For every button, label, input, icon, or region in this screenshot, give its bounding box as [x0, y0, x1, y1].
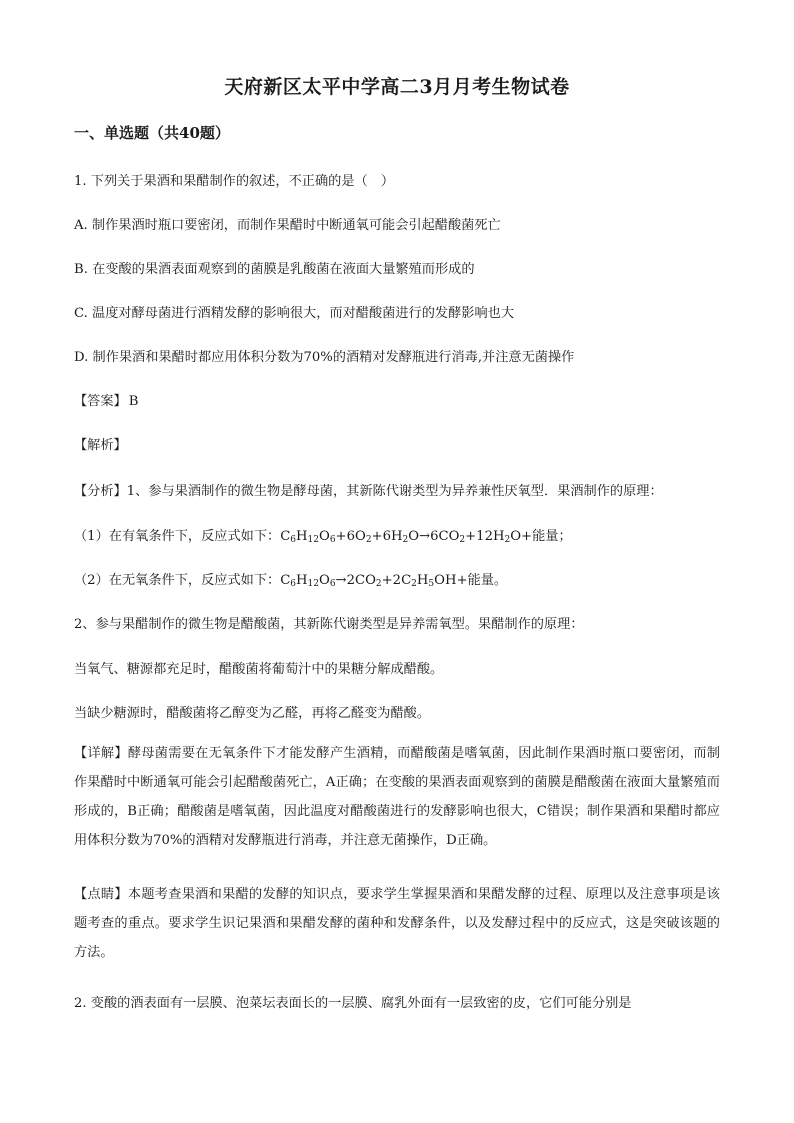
question-2-stem: 2. 变酸的酒表面有一层膜、泡菜坛表面长的一层膜、腐乳外面有一层致密的皮，它们可能分别是: [74, 996, 632, 1011]
question-1-stem: 1. 下列关于果酒和果醋制作的叙述，不正确的是（ ）: [74, 174, 395, 189]
reaction-aerobic-prefix: （1）在有氧条件下，反应式如下：: [74, 529, 281, 544]
option-a: A. 制作果酒时瓶口要密闭，而制作果醋时中断通氧可能会引起醋酸菌死亡: [74, 218, 501, 233]
analysis-point-2: 2、参与果醋制作的微生物是醋酸菌，其新陈代谢类型是异养需氧型。果醋制作的原理：: [74, 617, 584, 632]
reaction-aerobic: [74, 525, 572, 544]
page-title: 天府新区太平中学高二3月月考生物试卷: [224, 76, 570, 98]
analysis-point-2a: 当氧气、糖源都充足时，醋酸菌将葡萄汁中的果糖分解成醋酸。: [74, 662, 444, 677]
analysis-label: 【解析】: [74, 438, 127, 453]
reaction-anaerobic: [74, 569, 507, 588]
reaction-anaerobic-formula: $C_6H_{12}O_6\to 2CO_2+2C_2H_5OH+$能量。: [280, 573, 508, 589]
reaction-anaerobic-prefix: （2）在无氧条件下，反应式如下：: [74, 573, 281, 588]
option-b: B. 在变酸的果酒表面观察到的菌膜是乳酸菌在液面大量繁殖而形成的: [74, 262, 475, 277]
comment-paragraph: 【点睛】本题考查果酒和果醋的发酵的知识点，要求学生掌握果酒和果醋发酵的过程、原理以及注意事项是该题考查的重点。要求学生识记果酒和果醋发酵的菌种和发酵条件，以及发酵过程中的反应式，这是突破该题的方法。: [74, 887, 720, 960]
option-d: D. 制作果酒和果醋时都应用体积分数为70%的酒精对发酵瓶进行消毒,并注意无菌操作: [74, 350, 575, 365]
reaction-aerobic-formula: $C_6H_{12}O_6+6O_2+6H_2O\to 6CO_2+12H_2O+$能量；: [280, 529, 572, 545]
section-heading: 一、单选题（共40题）: [74, 124, 230, 142]
option-c: C. 温度对酵母菌进行酒精发酵的影响很大，而对醋酸菌进行的发酵影响也大: [74, 306, 515, 321]
analysis-point-2b: 当缺少糖源时，醋酸菌将乙醇变为乙醛，再将乙醛变为醋酸。: [74, 706, 431, 721]
answer-value: B: [128, 394, 139, 409]
answer-label: 【答案】: [74, 394, 127, 409]
analysis-intro: 【分析】1、参与果酒制作的微生物是酵母菌，其新陈代谢类型为异养兼性厌氧型．果酒制作的原理：: [74, 484, 663, 499]
answer-line: [74, 390, 138, 409]
detail-paragraph: 【详解】酵母菌需要在无氧条件下才能发酵产生酒精，而醋酸菌是嗜氧菌，因此制作果酒时瓶口要密闭，而制作果醋时中断通氧可能会引起醋酸菌死亡，A正确；在变酸的果酒表面观察到的菌膜是醋酸菌在液面大量繁殖而形成的，B正确；醋酸菌是嗜氧菌，因此温度对醋酸菌进行的发酵影响也很大，C错误；制作果酒和果醋时都应用体积分数为70%的酒精对发酵瓶进行消毒，并注意无菌操作，D正确。: [74, 746, 720, 848]
